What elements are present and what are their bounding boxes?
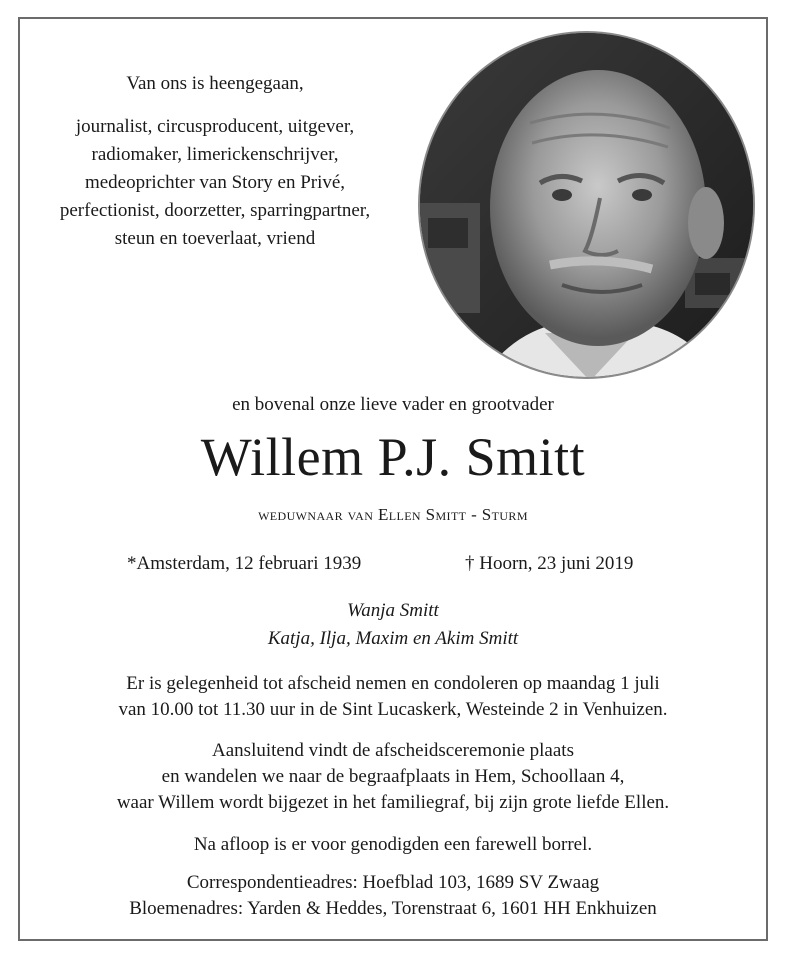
role-line: perfectionist, doorzetter, sparringpartner, (59, 200, 371, 221)
birth-date: *Amsterdam, 12 februari 1939 (127, 553, 362, 574)
subtitle: en bovenal onze lieve vader en grootvader (232, 394, 554, 415)
visitation-line: van 10.00 tot 11.30 uur in de Sint Lucaskerk, Westeinde 2 in Venhuizen. (118, 699, 668, 720)
addresses-paragraph (20, 870, 766, 922)
ceremony-line: waar Willem wordt bijgezet in het familiegraf, bij zijn grote liefde Ellen. (116, 792, 670, 813)
family-line: Katja, Ilja, Maxim en Akim Smitt (267, 628, 519, 649)
portrait-illustration (420, 33, 755, 379)
ceremony-line: en wandelen we naar de begraafplaats in Hem, Schoollaan 4, (161, 766, 625, 787)
visitation-paragraph (20, 671, 766, 723)
ceremony-paragraph (20, 738, 766, 816)
role-line: radiomaker, limerickenschrijver, (91, 144, 339, 165)
family-line: Wanja Smitt (347, 600, 439, 621)
intro-block (40, 70, 390, 253)
deceased-name: Willem P.J. Smitt (200, 427, 586, 487)
ceremony-line: Aansluitend vindt de afscheidsceremonie plaats (212, 740, 574, 761)
widower-line: weduwnaar van Ellen Smitt - Sturm (258, 505, 528, 524)
reception-line: Na afloop is er voor genodigden een farewell borrel. (193, 834, 593, 855)
family-names (20, 597, 766, 653)
role-line: medeoprichter van Story en Privé, (84, 172, 346, 193)
death-date: † Hoorn, 23 juni 2019 (465, 553, 634, 574)
correspondence-address: Correspondentieadres: Hoefblad 103, 1689 SV Zwaag (186, 872, 600, 893)
visitation-line: Er is gelegenheid tot afscheid nemen en condoleren op maandag 1 juli (126, 673, 660, 694)
role-line: steun en toeverlaat, vriend (114, 228, 316, 249)
reception-paragraph (20, 832, 766, 858)
role-line: journalist, circusproducent, uitgever, (75, 116, 355, 137)
flower-address: Bloemenadres: Yarden & Heddes, Torenstraat 6, 1601 HH Enkhuizen (129, 898, 657, 919)
portrait-photo (418, 31, 755, 379)
intro-heading: Van ons is heengegaan, (126, 73, 304, 94)
